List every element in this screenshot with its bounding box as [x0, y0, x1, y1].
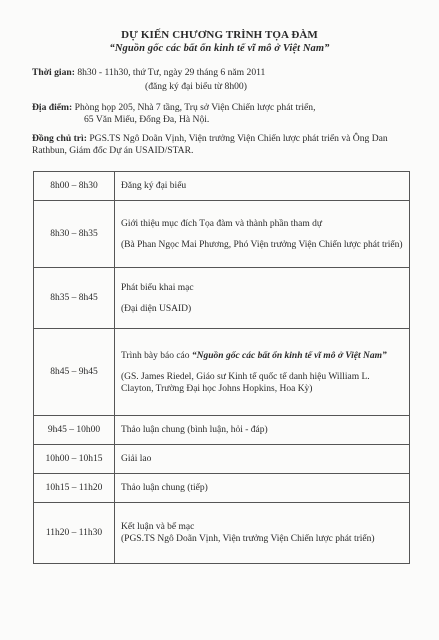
row-text: Thảo luận chung (tiếp) — [121, 483, 208, 493]
row-note: (PGS.TS Ngô Doãn Vịnh, Viện trưởng Viện Chiến lược phát triển) — [121, 534, 375, 544]
table-row — [34, 268, 410, 329]
host-value: PGS.TS Ngô Doãn Vịnh, Viện trưởng Viện Chiến lược phát triển và Ông Dan Rathbun, Giám đốc Dự án USAID/STAR. — [32, 133, 388, 156]
schedule-table — [33, 171, 410, 564]
host-label: Đồng chủ trì: — [32, 133, 87, 144]
row-text: Kết luận và bế mạc — [121, 522, 195, 532]
document-title: DỰ KIẾN CHƯƠNG TRÌNH TỌA ĐÀM — [121, 29, 318, 41]
table-row — [34, 445, 410, 474]
row-time: 11h20 – 11h30 — [34, 503, 115, 564]
row-text: Giới thiệu mục đích Tọa đàm và thành phần tham dự — [121, 218, 323, 229]
row-time: 8h00 – 8h30 — [34, 172, 115, 201]
row-description — [115, 503, 410, 564]
row-note: (GS. James Riedel, Giáo sư Kinh tế quốc tế danh hiệu William L. Clayton, Trường Đại học Johns Hopkins, Hoa Kỳ) — [121, 371, 370, 394]
document-subtitle: “Nguồn gốc các bất ổn kinh tế vĩ mô ở Việt Nam” — [109, 43, 330, 54]
table-row — [34, 474, 410, 503]
row-time: 10h15 – 11h20 — [34, 474, 115, 503]
table-row — [34, 329, 410, 416]
row-description — [115, 445, 410, 474]
host-info — [32, 133, 417, 157]
location-line1: Phòng họp 205, Nhà 7 tầng, Trụ sở Viện Chiến lược phát triển, — [74, 102, 316, 113]
time-info — [32, 67, 422, 79]
row-note: (Đại diện USAID) — [121, 303, 192, 314]
row-description — [115, 474, 410, 503]
row-text: Đăng ký đại biểu — [121, 181, 187, 191]
row-time: 8h30 – 8h35 — [34, 201, 115, 268]
table-row — [34, 416, 410, 445]
row-description — [115, 329, 410, 416]
row-description — [115, 172, 410, 201]
row-text: Thảo luận chung (bình luận, hỏi - đáp) — [121, 425, 268, 435]
time-note: (đăng ký đại biểu từ 8h00) — [145, 81, 247, 92]
row-time: 9h45 – 10h00 — [34, 416, 115, 445]
row-description — [115, 416, 410, 445]
time-label: Thời gian: — [32, 67, 75, 78]
row-text-prefix: Trình bày báo cáo — [121, 350, 192, 361]
table-row — [34, 201, 410, 268]
table-row — [34, 503, 410, 564]
row-description — [115, 268, 410, 329]
location-label: Địa điểm: — [32, 102, 73, 113]
row-time: 8h35 – 8h45 — [34, 268, 115, 329]
row-text: Giải lao — [121, 454, 152, 464]
row-time: 8h45 – 9h45 — [34, 329, 115, 416]
row-note: (Bà Phan Ngọc Mai Phương, Phó Viện trưởng Viện Chiến lược phát triển) — [121, 239, 403, 250]
row-time: 10h00 – 10h15 — [34, 445, 115, 474]
location-info — [32, 102, 422, 114]
row-text: Phát biểu khai mạc — [121, 282, 194, 293]
row-text — [121, 350, 403, 362]
time-value: 8h30 - 11h30, thứ Tư, ngày 29 tháng 6 năm 2011 — [77, 67, 266, 78]
table-row — [34, 172, 410, 201]
location-line2: 65 Văn Miếu, Đống Đa, Hà Nội. — [84, 114, 210, 125]
row-description — [115, 201, 410, 268]
report-title: “Nguồn gốc các bất ổn kinh tế vĩ mô ở Việt Nam” — [191, 350, 387, 361]
